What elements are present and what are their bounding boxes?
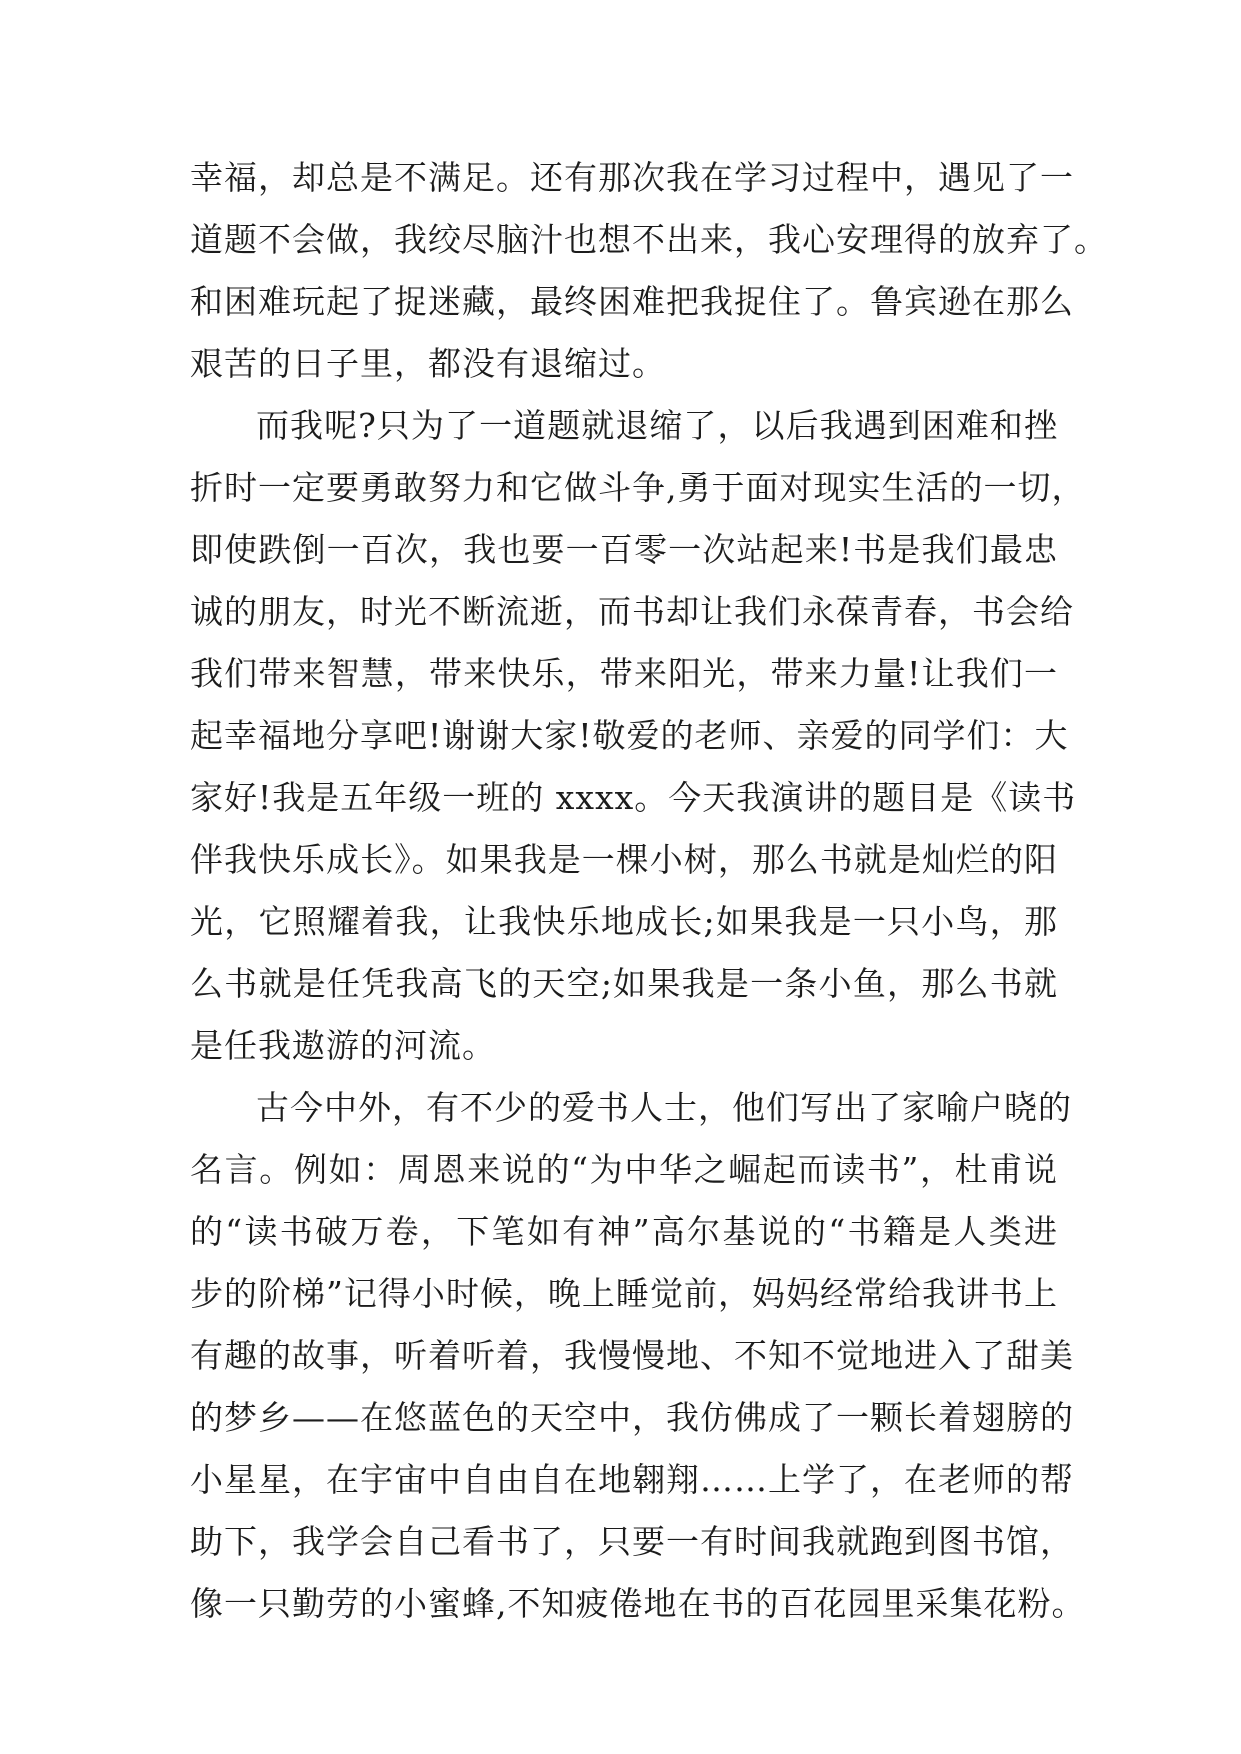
paragraph-first-line: 古今中外，有不少的爱书人士，他们写出了家喻户晓的 [256,1088,1072,1127]
text-line: 有趣的故事，听着听着，我慢慢地、不知不觉地进入了甜美 [190,1336,1074,1375]
text-line: 家好!我是五年级一班的 xxxx。今天我演讲的题目是《读书 [190,778,1077,817]
text-line: 么书就是任凭我高飞的天空;如果我是一条小鱼，那么书就 [190,964,1058,1003]
text-line: 伴我快乐成长》。如果我是一棵小树，那么书就是灿烂的阳 [190,840,1058,879]
text-line: 幸福，却总是不满足。还有那次我在学习过程中，遇见了一 [190,158,1074,197]
text-line: 道题不会做，我绞尽脑汁也想不出来，我心安理得的放弃了。 [190,220,1108,259]
text-line: 即使跌倒一百次，我也要一百零一次站起来!书是我们最忠 [190,530,1058,569]
text-line: 小星星，在宇宙中自由自在地翱翔……上学了，在老师的帮 [190,1460,1074,1499]
text-line: 的“读书破万卷，下笔如有神”高尔基说的“书籍是人类进 [190,1212,1058,1251]
text-line: 折时一定要勇敢努力和它做斗争,勇于面对现实生活的一切， [190,468,1086,507]
text-line: 我们带来智慧，带来快乐，带来阳光，带来力量!让我们一 [190,654,1058,693]
text-line: 诚的朋友，时光不断流逝，而书却让我们永葆青春，书会给 [190,592,1074,631]
text-line: 是任我遨游的河流。 [190,1026,496,1065]
text-line: 艰苦的日子里，都没有退缩过。 [190,344,666,383]
text-line: 名言。例如：周恩来说的“为中华之崛起而读书”，杜甫说 [190,1150,1058,1189]
text-line: 助下，我学会自己看书了，只要一有时间我就跑到图书馆， [190,1522,1074,1561]
text-line: 和困难玩起了捉迷藏，最终困难把我捉住了。鲁宾逊在那么 [190,282,1074,321]
text-line: 的梦乡——在悠蓝色的天空中，我仿佛成了一颗长着翅膀的 [190,1398,1074,1437]
text-line: 光，它照耀着我，让我快乐地成长;如果我是一只小鸟，那 [190,902,1058,941]
text-line: 步的阶梯”记得小时候，晚上睡觉前，妈妈经常给我讲书上 [190,1274,1058,1313]
text-line: 像一只勤劳的小蜜蜂,不知疲倦地在书的百花园里采集花粉。 [190,1584,1086,1623]
paragraph-first-line: 而我呢?只为了一道题就退缩了，以后我遇到困难和挫 [256,406,1058,445]
text-line: 起幸福地分享吧!谢谢大家!敬爱的老师、亲爱的同学们：大 [190,716,1069,755]
document-body [190,158,1108,1646]
